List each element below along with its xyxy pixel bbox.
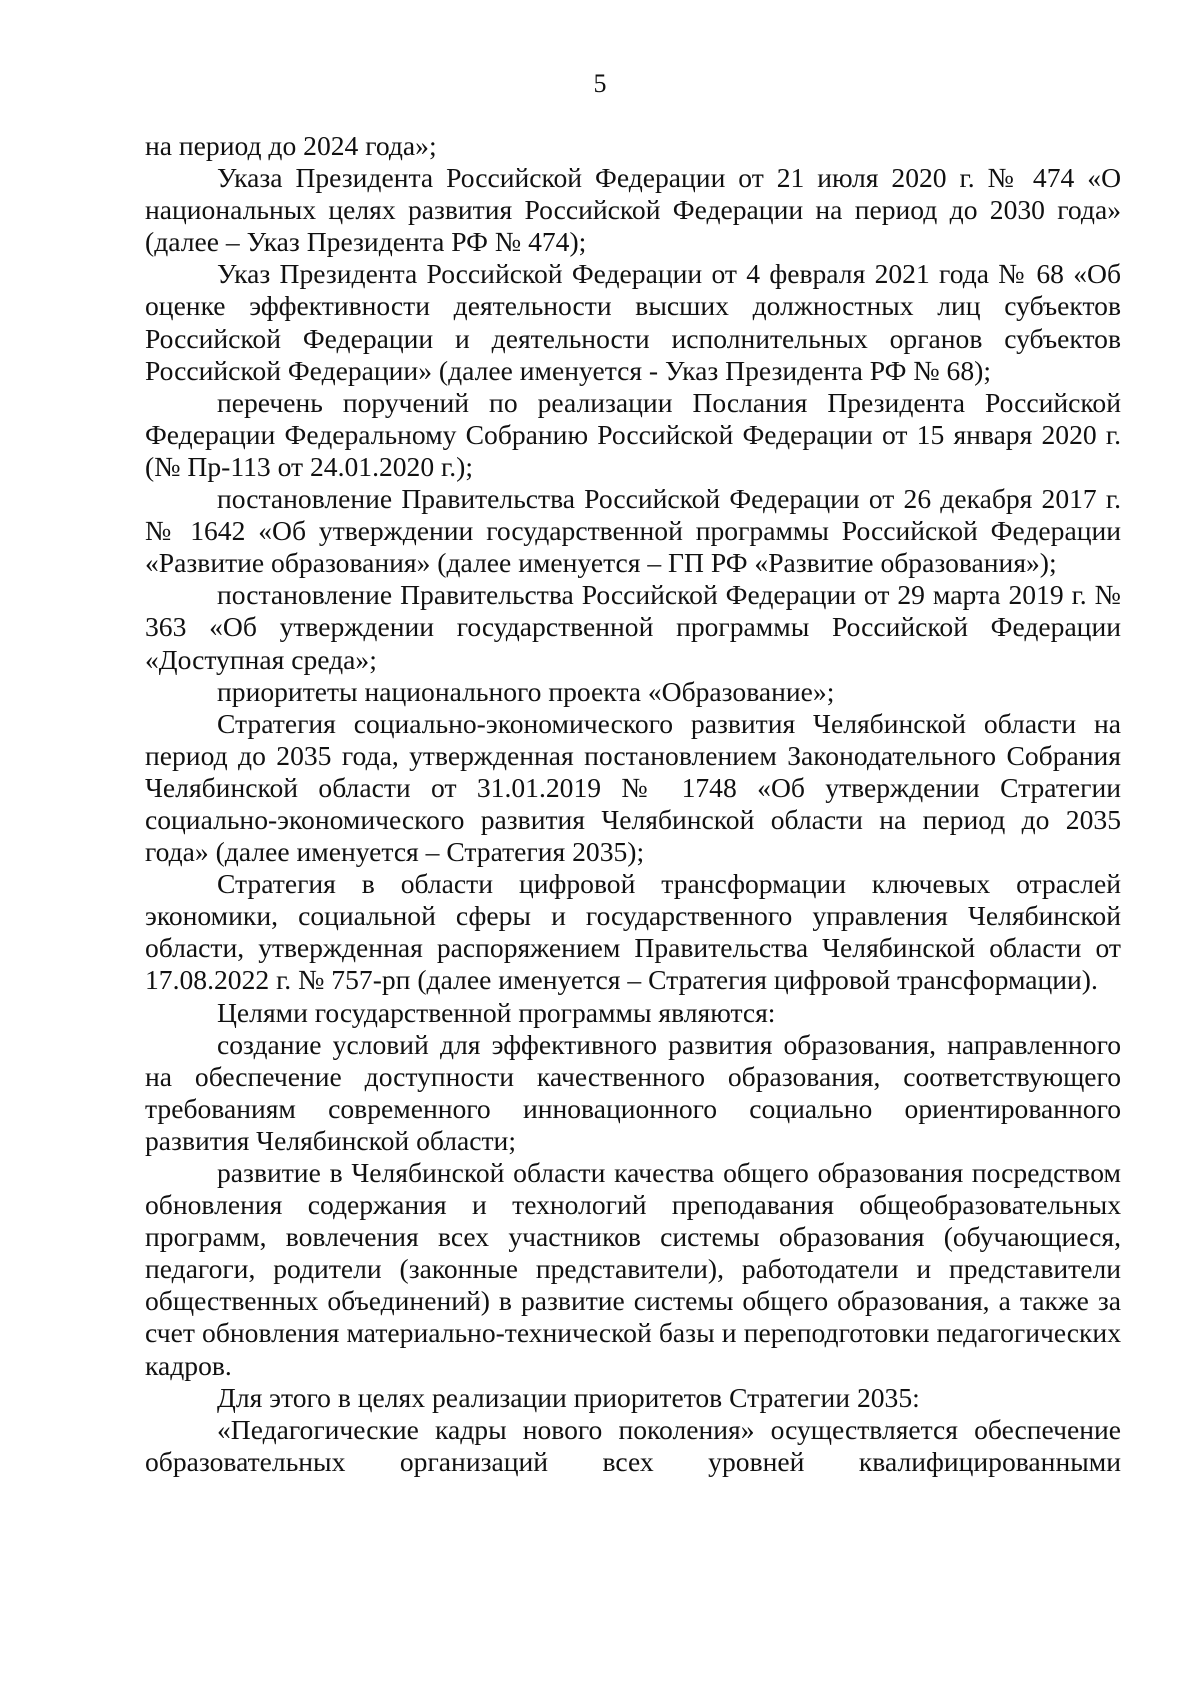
paragraph-resolution-1642: постановление Правительства Российской Федерации от 26 декабря 2017 г. № 1642 «Об утверждении государственной программы Российской Федерации «Развитие образования» (далее именуется – ГП РФ «Развитие образования»); [145,483,1121,579]
paragraph-digital-strategy: Стратегия в области цифровой трансформации ключевых отраслей экономики, социальной сферы и государственного управления Челябинской области, утвержденная распоряжением Правительства Челябинской области от 17.08.2022 г. № 757-рп (далее именуется – Стратегия цифровой трансформации). [145,868,1121,996]
paragraph-decree-474: Указа Президента Российской Федерации от 21 июля 2020 г. № 474 «О национальных целях развития Российской Федерации на период до 2030 года» (далее – Указ Президента РФ № 474); [145,162,1121,258]
paragraph-strategy-2035: Стратегия социально-экономического развития Челябинской области на период до 2035 года, утвержденная постановлением Законодательного Собрания Челябинской области от 31.01.2019 № 1748 «Об утверждении Стратегии социально-экономического развития Челябинской области на период до 2035 года» (далее именуется – Стратегия 2035); [145,707,1121,868]
paragraph-instructions-list: перечень поручений по реализации Послания Президента Российской Федерации Федеральному Собранию Российской Федерации от 15 января 2020 г. (№ Пр-113 от 24.01.2020 г.); [145,386,1121,482]
paragraph-resolution-363: постановление Правительства Российской Федерации от 29 марта 2019 г. № 363 «Об утверждении государственной программы Российской Федерации «Доступная среда»; [145,579,1121,675]
paragraph-priorities-intro: Для этого в целях реализации приоритетов Стратегии 2035: [217,1381,920,1413]
paragraph-teaching-staff: «Педагогические кадры нового поколения» осуществляется обеспечение образовательных организаций всех уровней квалифицированными [145,1413,1121,1477]
paragraph-national-project: приоритеты национального проекта «Образование»; [217,675,835,707]
page-number: 5 [593,69,607,98]
paragraph-decree-68: Указ Президента Российской Федерации от 4 февраля 2021 года № 68 «Об оценке эффективности деятельности высших должностных лиц субъектов Российской Федерации и деятельности исполнительных органов субъектов Российской Федерации» (далее именуется - Указ Президента РФ № 68); [145,258,1121,386]
paragraph-goal-development: развитие в Челябинской области качества общего образования посредством обновления содержания и технологий преподавания общеобразовательных программ, вовлечения всех участников системы образования (обучающиеся, педагоги, родители (законные представители), работодатели и представители общественных объединений) в развитие системы общего образования, а также за счет обновления материально-технической базы и переподготовки педагогических кадров. [145,1157,1121,1381]
document-body [145,130,1121,1478]
paragraph-goal-conditions: создание условий для эффективного развития образования, направленного на обеспечение доступности качественного образования, соответствующего требованиям современного инновационного социально ориентированного развития Челябинской области; [145,1028,1121,1156]
paragraph-goals-heading: Целями государственной программы являются: [217,996,776,1028]
paragraph-continuation: на период до 2024 года»; [145,130,437,161]
